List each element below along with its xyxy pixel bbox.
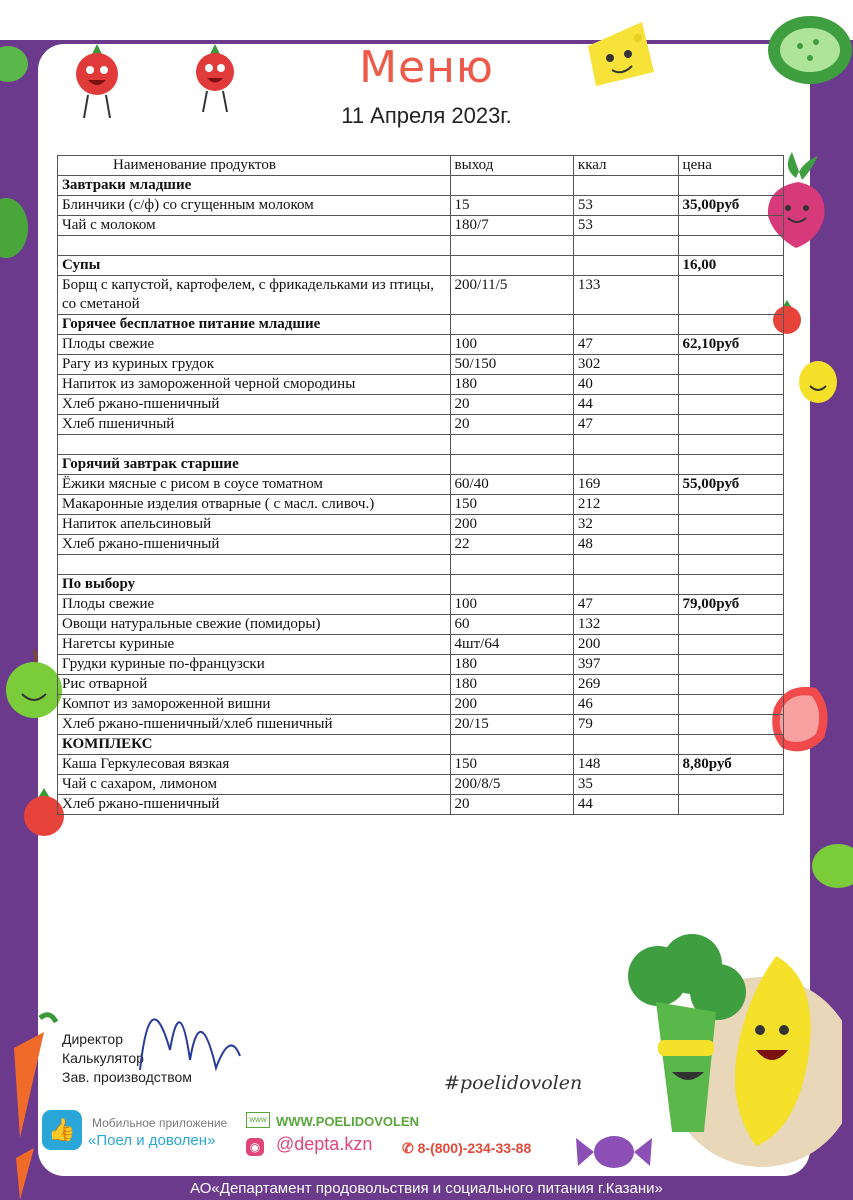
table-row bbox=[58, 375, 784, 395]
dish-name: Борщ с капустой, картофелем, с фрикадельками из птицы, со сметаной bbox=[58, 276, 451, 315]
dish-output: 100 bbox=[450, 595, 573, 615]
instagram-handle[interactable]: @depta.kzn bbox=[276, 1134, 373, 1154]
price-cell bbox=[678, 575, 783, 595]
section-row bbox=[58, 575, 784, 595]
section-row bbox=[58, 256, 784, 276]
section-title: Горячее бесплатное питание младшие bbox=[58, 315, 451, 335]
empty-cell bbox=[450, 256, 573, 276]
section-row bbox=[58, 176, 784, 196]
table-row bbox=[58, 615, 784, 635]
empty-cell bbox=[58, 555, 451, 575]
dish-name: Нагетсы куриные bbox=[58, 635, 451, 655]
dish-kcal: 302 bbox=[573, 355, 678, 375]
dish-kcal: 269 bbox=[573, 675, 678, 695]
price-cell bbox=[678, 495, 783, 515]
dish-kcal: 47 bbox=[573, 335, 678, 355]
column-header: выход bbox=[450, 156, 573, 176]
price-cell bbox=[678, 315, 783, 335]
table-row bbox=[58, 216, 784, 236]
menu-date: 11 Апреля 2023г. bbox=[341, 103, 512, 128]
dish-output: 60 bbox=[450, 615, 573, 635]
empty-cell bbox=[573, 315, 678, 335]
empty-cell bbox=[678, 435, 783, 455]
blank-row bbox=[58, 555, 784, 575]
column-header: ккал bbox=[573, 156, 678, 176]
dish-output: 20 bbox=[450, 795, 573, 815]
lemon-icon bbox=[808, 840, 853, 894]
table-row bbox=[58, 755, 784, 775]
dish-output: 50/150 bbox=[450, 355, 573, 375]
dish-name: Хлеб ржано-пшеничный bbox=[58, 795, 451, 815]
price-cell bbox=[678, 735, 783, 755]
dish-kcal: 44 bbox=[573, 795, 678, 815]
dish-name: Хлеб ржано-пшеничный bbox=[58, 395, 451, 415]
app-caption: Мобильное приложение bbox=[92, 1116, 228, 1130]
section-row bbox=[58, 455, 784, 475]
dish-name: Макаронные изделия отварные ( с масл. сливоч.) bbox=[58, 495, 451, 515]
dish-name: Грудки куриные по-французски bbox=[58, 655, 451, 675]
price-cell: 79,00руб bbox=[678, 595, 783, 615]
dish-output: 180 bbox=[450, 675, 573, 695]
empty-cell bbox=[678, 236, 783, 256]
price-cell bbox=[678, 395, 783, 415]
table-row bbox=[58, 595, 784, 615]
dish-kcal: 40 bbox=[573, 375, 678, 395]
table-row bbox=[58, 635, 784, 655]
dish-name: Каша Геркулесовая вязкая bbox=[58, 755, 451, 775]
price-cell bbox=[678, 615, 783, 635]
dish-output: 150 bbox=[450, 495, 573, 515]
dish-kcal: 200 bbox=[573, 635, 678, 655]
dish-output: 200/11/5 bbox=[450, 276, 573, 315]
dish-name: Ёжики мясные с рисом в соусе томатном bbox=[58, 475, 451, 495]
column-header: Наименование продуктов bbox=[58, 156, 451, 176]
blank-row bbox=[58, 236, 784, 256]
dish-name: Овощи натуральные свежие (помидоры) bbox=[58, 615, 451, 635]
table-row bbox=[58, 395, 784, 415]
price-cell bbox=[678, 176, 783, 196]
table-row bbox=[58, 196, 784, 216]
dish-kcal: 47 bbox=[573, 415, 678, 435]
dish-output: 180 bbox=[450, 375, 573, 395]
price-cell: 8,80руб bbox=[678, 755, 783, 775]
dish-name: Плоды свежие bbox=[58, 335, 451, 355]
table-row bbox=[58, 495, 784, 515]
dish-kcal: 53 bbox=[573, 196, 678, 216]
table-row bbox=[58, 355, 784, 375]
dish-output: 180/7 bbox=[450, 216, 573, 236]
section-title: Горячий завтрак старшие bbox=[58, 455, 451, 475]
empty-cell bbox=[450, 555, 573, 575]
table-row bbox=[58, 515, 784, 535]
dish-kcal: 148 bbox=[573, 755, 678, 775]
price-cell: 55,00руб bbox=[678, 475, 783, 495]
empty-cell bbox=[573, 455, 678, 475]
empty-cell bbox=[450, 735, 573, 755]
empty-cell bbox=[573, 435, 678, 455]
dish-name: Рагу из куриных грудок bbox=[58, 355, 451, 375]
dish-kcal: 132 bbox=[573, 615, 678, 635]
price-cell bbox=[678, 635, 783, 655]
hashtag: #poelidovolen bbox=[444, 1072, 583, 1094]
price-cell bbox=[678, 375, 783, 395]
price-cell bbox=[678, 655, 783, 675]
dish-kcal: 169 bbox=[573, 475, 678, 495]
dish-kcal: 32 bbox=[573, 515, 678, 535]
empty-cell bbox=[573, 555, 678, 575]
price-cell: 35,00руб bbox=[678, 196, 783, 216]
dish-name: Хлеб ржано-пшеничный/хлеб пшеничный bbox=[58, 715, 451, 735]
table-row bbox=[58, 695, 784, 715]
table-row bbox=[58, 415, 784, 435]
empty-cell bbox=[573, 236, 678, 256]
dish-output: 4шт/64 bbox=[450, 635, 573, 655]
section-title: Супы bbox=[58, 256, 451, 276]
signature-calculator: Калькулятор bbox=[62, 1050, 144, 1066]
banana-icon bbox=[716, 950, 826, 1150]
frame-top-strip bbox=[0, 0, 853, 40]
dish-output: 100 bbox=[450, 335, 573, 355]
price-cell bbox=[678, 715, 783, 735]
price-cell bbox=[678, 535, 783, 555]
price-cell bbox=[678, 675, 783, 695]
table-row bbox=[58, 475, 784, 495]
empty-cell bbox=[450, 575, 573, 595]
dish-output: 200 bbox=[450, 695, 573, 715]
empty-cell bbox=[58, 236, 451, 256]
table-row bbox=[58, 675, 784, 695]
dish-output: 20 bbox=[450, 415, 573, 435]
price-cell: 16,00 bbox=[678, 256, 783, 276]
price-cell bbox=[678, 795, 783, 815]
page-title: Меню bbox=[359, 42, 494, 93]
signature-production-head: Зав. производством bbox=[62, 1069, 192, 1085]
globe-icon: www bbox=[246, 1112, 270, 1128]
section-title: По выбору bbox=[58, 575, 451, 595]
thumbs-up-icon: 👍 bbox=[42, 1110, 82, 1150]
price-cell bbox=[678, 515, 783, 535]
section-title: Завтраки младшие bbox=[58, 176, 451, 196]
website-link[interactable]: WWW.POELIDOVOLEN bbox=[276, 1114, 419, 1129]
empty-cell bbox=[573, 735, 678, 755]
instagram-icon: ◉ bbox=[246, 1138, 264, 1156]
empty-cell bbox=[573, 256, 678, 276]
dish-name: Напиток апельсиновый bbox=[58, 515, 451, 535]
dish-output: 22 bbox=[450, 535, 573, 555]
empty-cell bbox=[450, 435, 573, 455]
dish-name: Чай с сахаром, лимоном bbox=[58, 775, 451, 795]
table-row bbox=[58, 335, 784, 355]
price-cell bbox=[678, 355, 783, 375]
column-header: цена bbox=[678, 156, 783, 176]
dish-name: Плоды свежие bbox=[58, 595, 451, 615]
footer-organization: АО«Департамент продовольствия и социального питания г.Казани» bbox=[190, 1180, 663, 1197]
price-cell bbox=[678, 455, 783, 475]
signature-director: Директор bbox=[62, 1031, 123, 1047]
table-header-row bbox=[58, 156, 784, 176]
empty-cell bbox=[450, 315, 573, 335]
dish-output: 15 bbox=[450, 196, 573, 216]
dish-output: 150 bbox=[450, 755, 573, 775]
empty-cell bbox=[450, 236, 573, 256]
lemon-icon bbox=[796, 358, 840, 406]
empty-cell bbox=[678, 555, 783, 575]
empty-cell bbox=[450, 176, 573, 196]
dish-kcal: 44 bbox=[573, 395, 678, 415]
price-cell bbox=[678, 415, 783, 435]
dish-name: Хлеб пшеничный bbox=[58, 415, 451, 435]
table-row bbox=[58, 715, 784, 735]
price-cell: 62,10руб bbox=[678, 335, 783, 355]
menu-table bbox=[57, 155, 784, 815]
dish-output: 20/15 bbox=[450, 715, 573, 735]
section-row bbox=[58, 315, 784, 335]
handwritten-signature bbox=[120, 960, 250, 1090]
dish-kcal: 133 bbox=[573, 276, 678, 315]
dish-name: Рис отварной bbox=[58, 675, 451, 695]
candy-icon bbox=[574, 1126, 654, 1178]
dish-kcal: 35 bbox=[573, 775, 678, 795]
carrot-icon bbox=[0, 1008, 60, 1200]
table-row bbox=[58, 775, 784, 795]
section-title: КОМПЛЕКС bbox=[58, 735, 451, 755]
empty-cell bbox=[573, 176, 678, 196]
price-cell bbox=[678, 216, 783, 236]
table-row bbox=[58, 795, 784, 815]
price-cell bbox=[678, 276, 783, 315]
dish-output: 20 bbox=[450, 395, 573, 415]
empty-cell bbox=[573, 575, 678, 595]
section-row bbox=[58, 735, 784, 755]
dish-kcal: 47 bbox=[573, 595, 678, 615]
table-row bbox=[58, 535, 784, 555]
price-cell bbox=[678, 695, 783, 715]
price-cell bbox=[678, 775, 783, 795]
dish-name: Блинчики (с/ф) со сгущенным молоком bbox=[58, 196, 451, 216]
dish-output: 200/8/5 bbox=[450, 775, 573, 795]
empty-cell bbox=[58, 435, 451, 455]
empty-cell bbox=[450, 455, 573, 475]
phone-number[interactable]: ✆ 8-(800)-234-33-88 bbox=[402, 1140, 532, 1156]
dish-name: Компот из замороженной вишни bbox=[58, 695, 451, 715]
app-name: «Поел и доволен» bbox=[88, 1132, 216, 1149]
cucumber-icon bbox=[0, 196, 30, 262]
dish-name: Хлеб ржано-пшеничный bbox=[58, 535, 451, 555]
dish-kcal: 46 bbox=[573, 695, 678, 715]
dish-output: 200 bbox=[450, 515, 573, 535]
blank-row bbox=[58, 435, 784, 455]
dish-name: Напиток из замороженной черной смородины bbox=[58, 375, 451, 395]
dish-kcal: 212 bbox=[573, 495, 678, 515]
dish-name: Чай с молоком bbox=[58, 216, 451, 236]
dish-output: 60/40 bbox=[450, 475, 573, 495]
dish-kcal: 53 bbox=[573, 216, 678, 236]
dish-kcal: 397 bbox=[573, 655, 678, 675]
dish-kcal: 48 bbox=[573, 535, 678, 555]
dish-kcal: 79 bbox=[573, 715, 678, 735]
table-row bbox=[58, 655, 784, 675]
phone-text: 8-(800)-234-33-88 bbox=[417, 1140, 532, 1156]
dish-output: 180 bbox=[450, 655, 573, 675]
table-row bbox=[58, 276, 784, 315]
